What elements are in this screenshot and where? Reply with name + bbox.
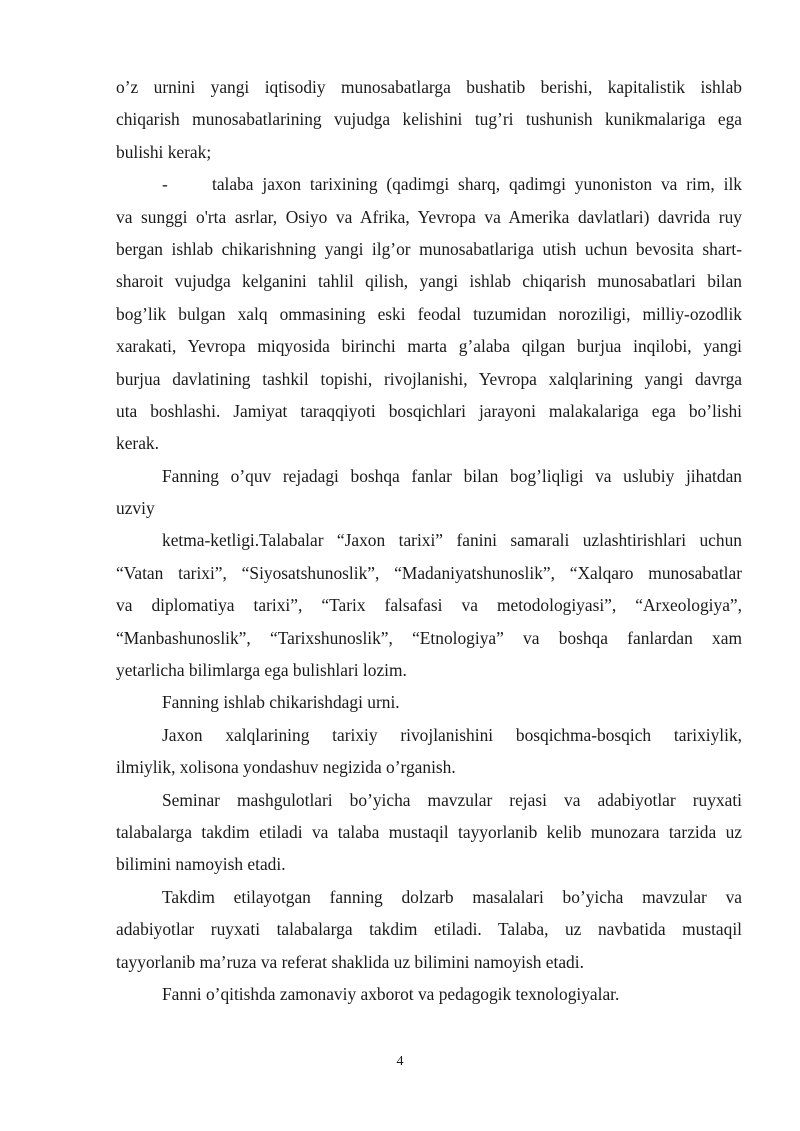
text-line: Takdim etilayotgan fanning dolzarb masalalari bo’yicha mavzular va xyxy=(162,886,742,907)
text-line: o’z urnini yangi iqtisodiy munosabatlarga bushatib berishi, kapitalistik ishlab xyxy=(116,77,742,97)
text-line: Fanning o’quv rejadagi boshqa fanlar bilan bog’liqligi va uslubiy jihatdan xyxy=(162,465,742,486)
text-line: bilimini namoyish etadi. xyxy=(116,854,286,875)
text-line: Jaxon xalqlarining tarixiy rivojlanishini bosqichma-bosqich tarixiylik, xyxy=(162,724,742,745)
text-line: va diplomatiya tarixi”, “Tarix falsafasi va metodologiyasi”, “Arxeologiya”, xyxy=(116,595,742,616)
text-line: “Vatan tarixi”, “Siyosatshunoslik”, “Madaniyatshunoslik”, “Xalqaro munosabatlar xyxy=(116,562,742,583)
text-line: ketma-ketligi.Talabalar “Jaxon tarixi” fanini samarali uzlashtirishlari uchun xyxy=(162,530,742,551)
text-line: Fanni o’qitishda zamonaviy axborot va pedagogik texnologiyalar. xyxy=(162,983,620,1004)
text-line: va sunggi o'rta asrlar, Osiyo va Afrika, Yevropa va Amerika davlatlari) davrida ruy xyxy=(116,206,742,227)
bullet-item xyxy=(116,168,742,200)
text-line: “Manbashunoslik”, “Tarixshunoslik”, “Etnologiya” va boshqa fanlardan xam xyxy=(116,627,742,648)
dash-marker: - xyxy=(162,174,168,195)
text-line: bulishi kerak; xyxy=(116,141,212,162)
text-line: adabiyotlar ruyxati talabalarga takdim etiladi. Talaba, uz navbatida mustaqil xyxy=(116,919,742,940)
text-line: talabalarga takdim etiladi va talaba mustaqil tayyorlanib kelib munozara tarzida uz xyxy=(116,821,742,842)
page-number: 4 xyxy=(396,1054,404,1069)
text-line: chiqarish munosabatlarining vujudga kelishini tug’ri tushunish kunikmalariga ega xyxy=(116,109,742,130)
text-line: sharoit vujudga kelganini tahlil qilish, yangi ishlab chiqarish munosabatlari bilan xyxy=(116,271,742,292)
document-page xyxy=(116,71,742,1010)
text-line: ilmiylik, xolisona yondashuv negizida o’rganish. xyxy=(116,757,456,778)
text-line: uta boshlashi. Jamiyat taraqqiyoti bosqichlari jarayoni malakalariga ega bo’lishi xyxy=(116,400,742,421)
text-line: xarakati, Yevropa miqyosida birinchi marta g’alaba qilgan burjua inqilobi, yangi xyxy=(116,336,742,357)
text-line: yetarlicha bilimlarga ega bulishlari lozim. xyxy=(116,660,407,681)
text-line: talaba jaxon tarixining (qadimgi sharq, qadimgi yunoniston va rim, ilk xyxy=(212,174,742,195)
text-line: kerak. xyxy=(116,433,159,454)
text-line: bog’lik bulgan xalq ommasining eski feodal tuzumidan noroziligi, milliy-ozodlik xyxy=(116,303,742,324)
text-line: tayyorlanib ma’ruza va referat shaklida uz bilimini namoyish etadi. xyxy=(116,951,584,972)
text-line: bergan ishlab chikarishning yangi ilg’or munosabatlariga utish uchun bevosita shart- xyxy=(116,238,742,259)
text-line: Seminar mashgulotlari bo’yicha mavzular rejasi va adabiyotlar ruyxati xyxy=(162,789,742,810)
text-line: uzviy xyxy=(116,498,155,519)
text-line: Fanning ishlab chikarishdagi urni. xyxy=(162,692,400,713)
text-line: burjua davlatining tashkil topishi, rivojlanishi, Yevropa xalqlarining yangi davrga xyxy=(116,368,742,389)
